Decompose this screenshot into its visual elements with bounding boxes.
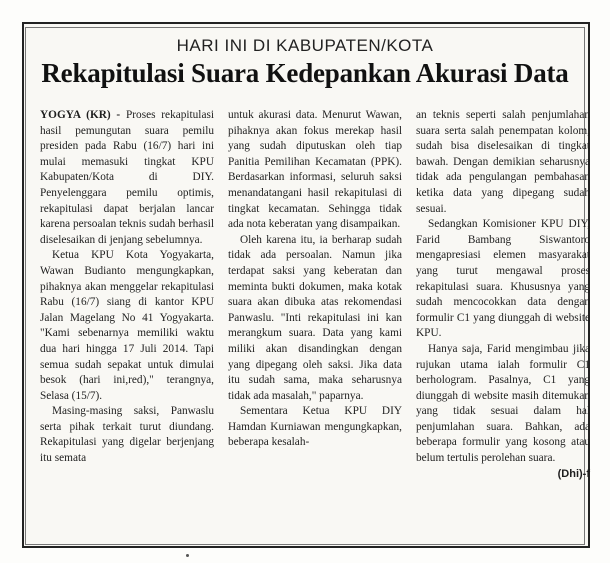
author-signoff: (Dhi)-f — [557, 467, 590, 480]
paragraph: untuk akurasi data. Menurut Wawan, pihaknya akan fokus merekap hasil yang sudah diputuskan oleh tiap Panitia Pemilihan Kecamatan (PPK). Berdasarkan informasi, seluruh saksi menandatangani hasil rekapitulasi di tingkat kecamatan. Sehingga tidak ada nota keberatan yang disampaikan. — [228, 109, 402, 231]
column-3 — [416, 108, 590, 528]
article-body — [40, 108, 590, 528]
paragraph: Sedangkan Komisioner KPU DIY, Farid Bambang Siswantoro mengapresiasi elemen masyarakat yang turut mengawal proses rekapitulasi suara. Khususnya yang sudah mencocokkan data dengan formulir C1 yang diunggah di website KPU. — [416, 218, 590, 340]
dateline: YOGYA (KR) - — [40, 109, 121, 121]
scan-speck — [186, 554, 189, 557]
paragraph: an teknis seperti salah penjumlahan suara serta salah penempatan kolom, sudah bisa diselesaikan di tingkat bawah. Dengan demikian seharusnya tidak ada pengulangan pembahasan ketika data yang dipegang sudah sesuai. — [416, 109, 590, 215]
paragraph: Masing-masing saksi, Panwaslu serta pihak terkait turut diundang. Rekapitulasi yang digelar berjenjang itu semata — [40, 405, 214, 465]
paragraph: Oleh karena itu, ia berharap sudah tidak ada persoalan. Namun jika terdapat saksi yang keberatan dan meminta bukti dokumen, maka kotak suara akan dibuka atas rekomendasi Panwaslu. "Inti rekapitulasi ini kan merangkum suara. Data yang kami miliki akan disandingkan dengan yang dipegang oleh saksi. Jika data itu sudah sama, maka seharusnya tidak ada masalah," paparnya. — [228, 233, 402, 402]
paragraph — [40, 108, 214, 248]
paragraph-text: Proses rekapitulasi hasil pemungutan suara pemilu presiden pada Rabu (16/7) hari ini mulai memasuki tingkat KPU Kabupaten/Kota di DIY. Penyelenggara pemilu optimis, rekapitulasi dapat berjalan lancar karena persoalan teknis sudah berhasil diselesaikan di jenjang sebelumnya. — [40, 109, 214, 246]
paragraph: Hanya saja, Farid mengimbau jika rujukan utama ialah formulir C1 berhologram. Pasalnya, C1 yang diunggah di website masih ditemukan yang tidak sesuai dalam hal penjumlahan suara. Bahkan, ada beberapa formulir yang kosong atau belum tertulis perolehan suara. — [416, 342, 590, 465]
column-1 — [40, 108, 214, 528]
column-2 — [228, 108, 402, 528]
section-kicker: HARI INI DI KABUPATEN/KOTA — [176, 36, 434, 55]
article-headline: Rekapitulasi Suara Kedepankan Akurasi Data — [41, 58, 569, 88]
paragraph: Sementara Ketua KPU DIY Hamdan Kurniawan mengungkapkan, beberapa kesalah- — [228, 405, 402, 449]
paragraph: Ketua KPU Kota Yogyakarta, Wawan Budianto mengungkapkan, pihaknya akan menggelar rekapitulasi Rabu (16/7) siang di kantor KPU Jalan Magelang No 41 Yogyakarta. "Kami sebenarnya memiliki waktu dua hari hingga 17 Juli 2014. Tapi semua sudah sepakat untuk dimulai besok (hari ini,red)," terangnya, Selasa (15/7). — [40, 249, 214, 402]
